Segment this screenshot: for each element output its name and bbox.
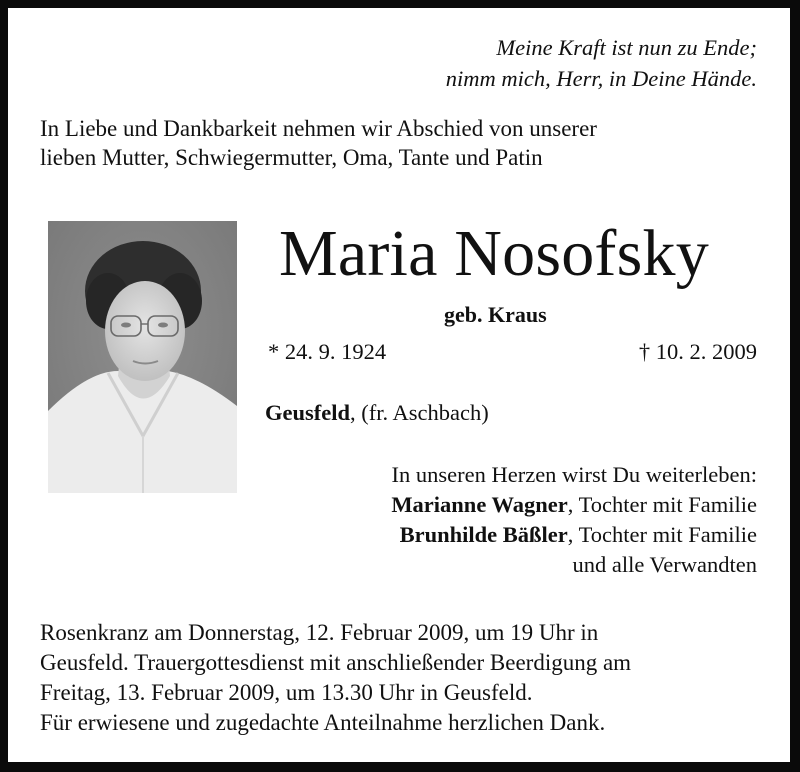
service-line: Freitag, 13. Februar 2009, um 13.30 Uhr in Geusfeld. <box>40 680 533 705</box>
intro-text <box>40 114 597 172</box>
verse-line: nimm mich, Herr, in Deine Hände. <box>445 66 757 91</box>
residence <box>265 400 489 426</box>
service-details <box>40 618 631 738</box>
service-line: Rosenkranz am Donnerstag, 12. Februar 2009, um 19 Uhr in <box>40 620 599 645</box>
mourner-relation: , Tochter mit Familie <box>567 522 757 547</box>
mourner-entry <box>391 490 757 520</box>
portrait-image <box>48 221 237 493</box>
residence-place: Geusfeld <box>265 400 351 425</box>
birth-date-value: 24. 9. 1924 <box>284 339 387 364</box>
mourner-relation: , Tochter mit Familie <box>567 492 757 517</box>
mourner-name: Marianne Wagner <box>391 492 568 517</box>
dagger-icon: † <box>638 339 651 364</box>
intro-line: In Liebe und Dankbarkeit nehmen wir Abschied von unserer <box>40 116 597 141</box>
mourner-name: Brunhilde Bäßler <box>399 522 568 547</box>
birth-date <box>268 339 386 365</box>
mourners-heading: In unseren Herzen wirst Du weiterleben: <box>391 462 757 487</box>
portrait-photo <box>48 221 237 493</box>
mourners-closing: und alle Verwandten <box>572 552 757 577</box>
death-date <box>639 339 757 365</box>
mourner-entry <box>391 520 757 550</box>
residence-note: , (fr. Aschbach) <box>350 400 489 425</box>
verse <box>446 32 757 94</box>
maiden-name: geb. Kraus <box>444 302 547 327</box>
verse-line: Meine Kraft ist nun zu Ende; <box>496 35 757 60</box>
mourners-block <box>391 460 757 580</box>
deceased-name: Maria Nosofsky <box>279 217 709 290</box>
intro-line: lieben Mutter, Schwiegermutter, Oma, Tante und Patin <box>40 145 543 170</box>
thanks-line: Für erwiesene und zugedachte Anteilnahme herzlichen Dank. <box>40 710 606 735</box>
birth-star-icon: * <box>268 339 280 364</box>
service-line: Geusfeld. Trauergottesdienst mit anschließender Beerdigung am <box>40 650 632 675</box>
death-date-value: 10. 2. 2009 <box>655 339 757 364</box>
